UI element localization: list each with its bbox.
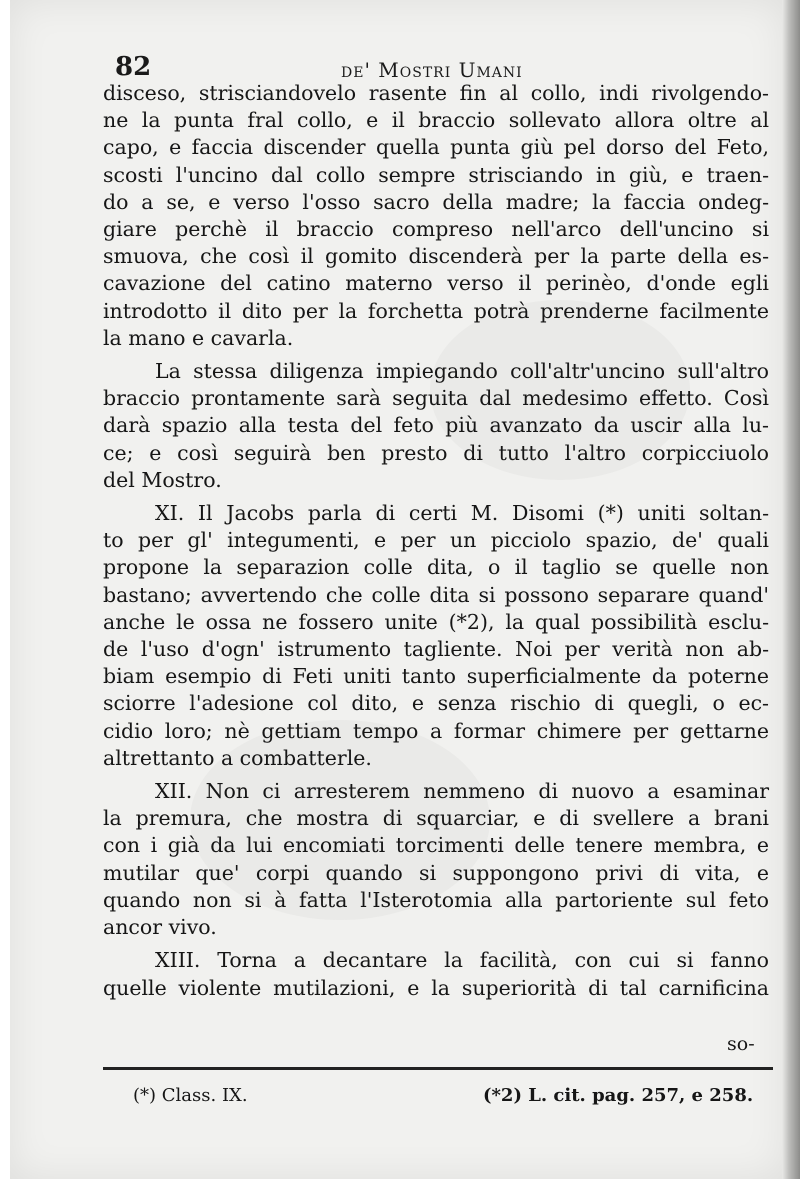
- text-line: giare perchè il braccio compreso nell'arco dell'uncino si: [103, 217, 769, 242]
- text-line: XI. Il Jacobs parla di certi M. Disomi (*) uniti soltan-: [155, 501, 769, 526]
- text-line: con i già da lui encomiati torcimenti delle tenere membra, e: [103, 833, 769, 858]
- text-line: de l'uso d'ogn' istrumento tagliente. Noi per verità non ab-: [103, 637, 769, 662]
- footnote-2: (*2) L. cit. pag. 257, e 258.: [483, 1085, 754, 1106]
- text-line: ancor vivo.: [103, 915, 217, 940]
- text-line: La stessa diligenza impiegando coll'altr'uncino sull'altro: [155, 359, 769, 384]
- catchword: so-: [727, 1033, 755, 1055]
- text-line: ne la punta fral collo, e il braccio sollevato allora oltre al: [103, 108, 769, 133]
- text-line: darà spazio alla testa del feto più avanzato da uscir alla lu-: [103, 413, 769, 438]
- text-line: XIII. Torna a decantare la facilità, con cui si fanno: [155, 948, 769, 973]
- text-line: bastano; avvertendo che colle dita si possono separare quand': [103, 582, 769, 607]
- text-line: scosti l'uncino dal collo sempre strisciando in giù, e traen-: [103, 162, 769, 187]
- text-line: la premura, che mostra di squarciar, e di svellere a brani: [103, 806, 769, 831]
- text-line: disceso, strisciandovelo rasente fin al collo, indi rivolgendo-: [103, 81, 769, 105]
- body-text: [103, 80, 769, 1002]
- running-head: de' Mostri Umani: [341, 58, 523, 82]
- text-line: smuova, che così il gomito discenderà per la parte della es-: [103, 244, 769, 269]
- text-line: quando non si à fatta l'Isterotomia alla partoriente sul feto: [103, 887, 769, 912]
- page-header: [115, 50, 775, 84]
- text-line: cavazione del catino materno verso il perinèo, d'onde egli: [103, 271, 769, 296]
- text-line: sciorre l'adesione col dito, e senza rischio di quegli, o ec-: [103, 691, 769, 716]
- page-edge-shadow: [782, 0, 800, 1179]
- footnote-rule: [103, 1067, 773, 1070]
- text-line: del Mostro.: [103, 467, 222, 492]
- text-line: propone la separazion colle dita, o il taglio se quelle non: [103, 555, 769, 580]
- text-line: ce; e così seguirà ben presto di tutto l'altro corpicciuolo: [103, 440, 769, 465]
- text-line: la mano e cavarla.: [103, 325, 294, 350]
- text-line: cidio loro; nè gettiam tempo a formar chimere per gettarne: [103, 718, 769, 743]
- text-line: capo, e faccia discender quella punta giù pel dorso del Feto,: [103, 135, 769, 160]
- text-line: biam esempio di Feti uniti tanto superficialmente da poterne: [103, 664, 769, 689]
- text-line: braccio prontamente sarà seguita dal medesimo effetto. Così: [103, 386, 769, 411]
- text-line: do a se, e verso l'osso sacro della madre; la faccia ondeg-: [103, 189, 769, 214]
- text-line: quelle violente mutilazioni, e la superiorità di tal carnificina: [103, 975, 769, 1000]
- footnote-1: (*) Class. IX.: [133, 1085, 248, 1106]
- text-line: anche le ossa ne fossero unite (*2), la qual possibilità esclu-: [103, 609, 769, 634]
- text-line: introdotto il dito per la forchetta potrà prenderne facilmente: [103, 298, 769, 323]
- page-number: 82: [115, 52, 152, 82]
- text-line: XII. Non ci arresterem nemmeno di nuovo a esaminar: [155, 779, 769, 804]
- text-line: to per gl' integumenti, e per un picciolo spazio, de' quali: [103, 528, 769, 553]
- text-line: mutilar que' corpi quando si suppongono privi di vita, e: [103, 860, 769, 885]
- text-line: altrettanto a combatterle.: [103, 745, 372, 770]
